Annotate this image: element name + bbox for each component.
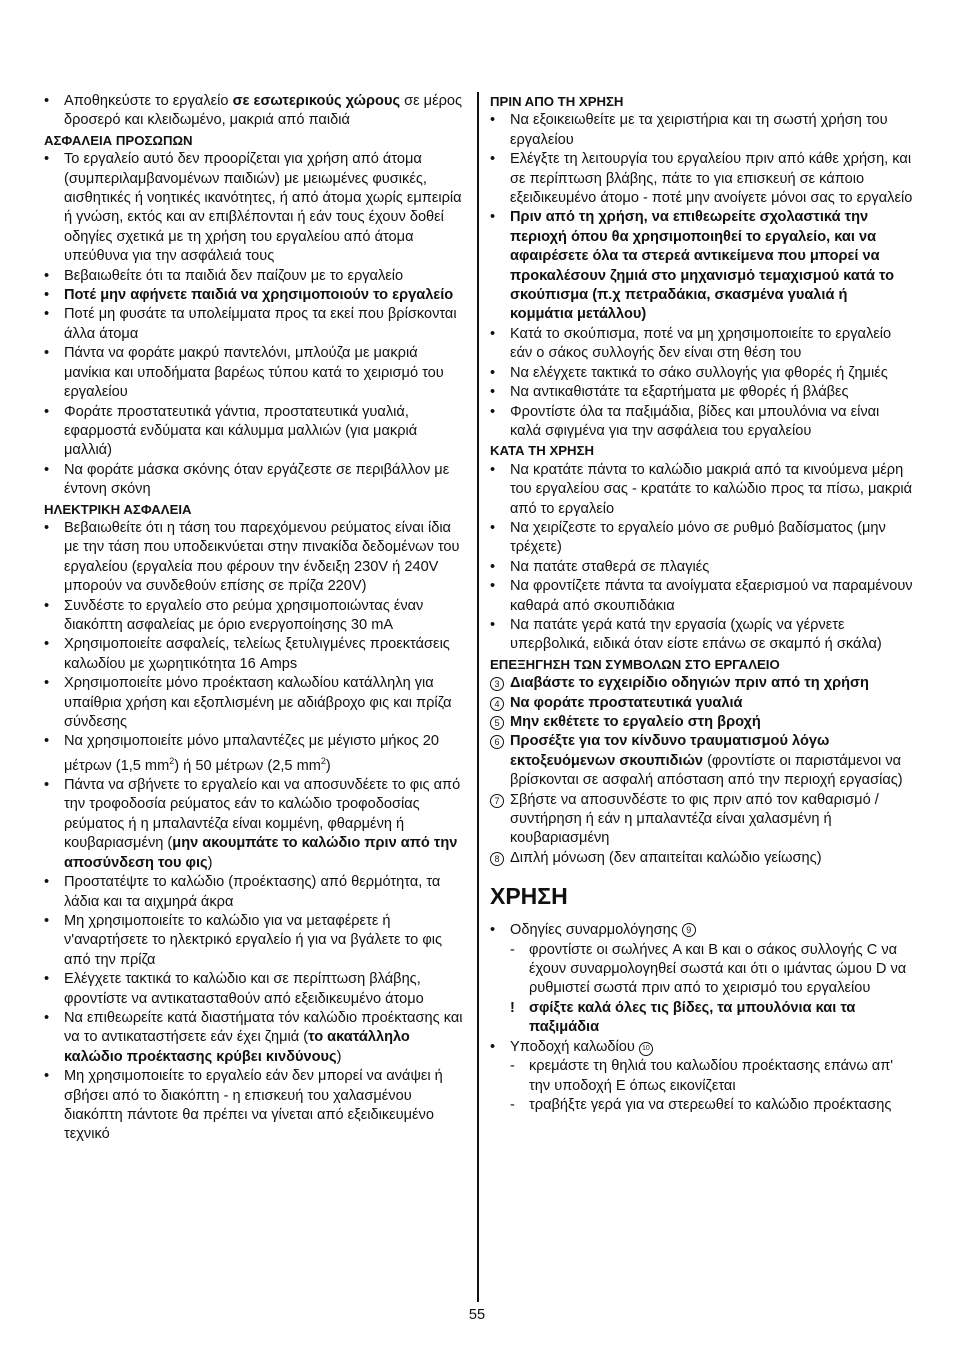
text-run: ) (336, 1048, 342, 1065)
bullet-item (44, 150, 468, 266)
text-run: Πάντα να σβήνετε το εργαλείο και να αποσυνδέετε το φις από την τροφοδοσία ρεύματος εάν το καλώδιο τροφοδοσίας ρεύματος ή η μπαλαντέζα είναι κομμένη, φθαρμένη ή κουβαριασμένη ( (64, 777, 461, 852)
text-run: Μη χρησιμοποιείτε το εργαλείο εάν δεν μπορεί να ανάψει ή σβήσει από το διακόπτη - η επισκευή του χαλασμένου διακόπτη πάντοτε θα πρέπει να γίνεται από εξειδικευμένο τεχνικό (64, 1068, 443, 1143)
bullet-item (44, 461, 468, 500)
text-run: Αποθηκεύστε το εργαλείο (64, 93, 233, 109)
bullet-icon: • (44, 151, 50, 168)
dash-marker: - (510, 1096, 515, 1113)
bullet-icon: • (490, 578, 496, 595)
bullet-item (44, 344, 468, 402)
bullet-icon: • (44, 519, 50, 536)
bold-text: Να φοράτε προστατευτικά γυαλιά (510, 694, 743, 711)
bullet-icon: • (490, 403, 496, 420)
text-run: ) (325, 757, 331, 774)
text-run: Να χειρίζεστε το εργαλείο μόνο σε ρυθμό βαδίσματος (μην τρέχετε) (510, 519, 886, 556)
bullet-item (44, 732, 468, 776)
text-run: Πάντα να φοράτε μακρύ παντελόνι, μπλούζα με μακριά μανίκια και υποδήματα βαρέως τύπου κατά το χειρισμό του εργαλείου (64, 345, 444, 401)
symbol-item (490, 713, 914, 732)
bullet-item (44, 635, 468, 674)
text-run: Να χρησιμοποιείτε μόνο μπαλαντέζες με μέγιστο μήκος 20 μέτρων (1,5 mm (64, 733, 440, 774)
sub-item (490, 1096, 914, 1115)
bullet-icon: • (490, 209, 496, 226)
bullet-icon: • (490, 325, 496, 342)
bullet-icon: • (490, 558, 496, 575)
symbol-item (490, 791, 914, 849)
text-run: Ελέγξτε τη λειτουργία του εργαλείου πριν από κάθε χρήση, και σε περίπτωση βλάβης, πάτε το για επισκευή σε κάποιο εξειδικευμένο άτομο - ποτέ μην ανοίγετε μόνοι σας το εργαλείο (510, 151, 913, 207)
bullet-icon: • (44, 461, 50, 478)
bullet-icon: • (44, 597, 50, 614)
text-run: Βεβαιωθείτε ότι η τάση του παρεχόμενου ρεύματος είναι ίδια με την τάση που υποδεικνύεται στην πινακίδα δεδομένων του εργαλείου (εργαλεία που φέρουν την ένδειξη 230V ή 240V μπορούν να συνδεθούν επίσης σε πρίζα 220V) (64, 519, 460, 595)
bullet-item (490, 616, 914, 655)
bold-text: μην ακουμπάτε το καλώδιο πριν από την αποσύνδεση του φις (64, 835, 458, 871)
text-run: Υποδοχή καλωδίου (510, 1038, 639, 1055)
symbol-item (490, 674, 914, 693)
bullet-icon: • (490, 1038, 496, 1055)
text-run: Προστατέψτε το καλώδιο (προέκτασης) από θερμότητα, τα λάδια και τα αιχμηρά άκρα (64, 874, 441, 910)
text-run: Ποτέ μη φυσάτε τα υπολείμματα προς τα εκεί που βρίσκονται άλλα άτομα (64, 306, 457, 342)
bullet-item (490, 364, 914, 383)
bullet-item (44, 674, 468, 732)
bullet-item (44, 286, 468, 305)
symbol-item (490, 849, 914, 868)
right-column (490, 92, 914, 1115)
text-run: Να πατάτε γερά κατά την εργασία (χωρίς να γέρνετε υπερβολικά, ειδικά όταν είστε επάνω σε σκαμπό ή σκάλα) (510, 616, 882, 653)
bullet-icon: • (44, 306, 50, 323)
superscript: 2 (169, 755, 175, 766)
bullet-item (490, 921, 914, 940)
bullet-item (490, 403, 914, 442)
bullet-item (490, 383, 914, 402)
bold-text: Προσέξτε για τον κίνδυνο τραυματισμού λόγω εκτοξευόμενων σκουπιδιών (510, 733, 830, 769)
bullet-icon: • (44, 267, 50, 284)
bullet-icon: • (490, 151, 496, 168)
sub-item (490, 1057, 914, 1096)
bullet-item (44, 912, 468, 970)
bold-text: σε εσωτερικούς χώρους (232, 93, 401, 109)
text-run: Οδηγίες συναρμολόγησης (510, 922, 682, 939)
bullet-item (490, 325, 914, 364)
bold-text: το ακατάλληλο καλώδιο προέκτασης κρύβει κινδύνους (64, 1029, 410, 1065)
bold-text: Διαβάστε το εγχειρίδιο οδηγιών πριν από τη χρήση (510, 675, 869, 692)
circled-number: 8 (490, 852, 504, 866)
bullet-icon: • (490, 616, 496, 633)
text-run: Σβήστε να αποσυνδέστε το φις πριν από τον καθαρισμό / συντήρηση ή εάν η μπαλαντέζα είναι χαλασμένη ή κουβαριασμένη (510, 791, 879, 847)
circled-number: 4 (490, 697, 504, 711)
exclamation-icon: ! (510, 999, 515, 1016)
bullet-icon: • (44, 636, 50, 653)
bullet-icon: • (44, 777, 50, 794)
text-run: ) (207, 854, 213, 871)
bullet-item (44, 776, 468, 873)
bullet-item (44, 1067, 468, 1145)
text-run: σε μέρος δροσερό και κλειδωμένο, μακριά από παιδιά (64, 93, 463, 129)
text-run: Να εξοικειωθείτε με τα χειριστήρια και τη σωστή χρήση του εργαλείου (510, 112, 888, 148)
bullet-icon: • (490, 384, 496, 401)
bullet-item (44, 970, 468, 1009)
bullet-item (44, 597, 468, 636)
bullet-item (490, 461, 914, 519)
bullet-icon: • (44, 1009, 50, 1026)
text-run: τραβήξτε γερά για να στερεωθεί το καλώδιο προέκτασης (529, 1096, 892, 1113)
text-run: Να φροντίζετε πάντα τα ανοίγματα εξαερισμού να παραμένουν καθαρά από σκουπιδάκια (510, 578, 913, 614)
figure-reference: 10 (639, 1042, 653, 1056)
bullet-item (44, 305, 468, 344)
bullet-icon: • (490, 922, 496, 939)
section-heading: ΕΠΕΞΗΓΗΣΗ ΤΩΝ ΣΥΜΒΟΛΩΝ ΣΤΟ ΕΡΓΑΛΕΙΟ (490, 656, 780, 672)
bullet-icon: • (44, 345, 50, 362)
warning-item (490, 999, 914, 1038)
bold-text: σφίξτε καλά όλες τις βίδες, τα μπουλόνια και τα παξιμάδια (529, 999, 856, 1036)
text-run: Το εργαλείο αυτό δεν προορίζεται για χρήση από άτομα (συμπεριλαμβανομένων παιδιών) με μειωμένες φυσικές, αισθητικές ή νοητικές ικανότητες, ή από άτομα χωρίς εμπειρία ή γνώση, εκτός και αν επιβλέπονται ή εάν τους έχουν δοθεί οδηγίες σχετικά με τη χρήση του εργαλείου από άτομα υπεύθυνα για την ασφάλειά τους (64, 151, 462, 265)
left-column (44, 92, 468, 1145)
bold-text: Πριν από τη χρήση, να επιθεωρείτε σχολαστικά την περιοχή όπου θα χρησιμοποιηθεί το εργαλείο, και να αφαιρέσετε όλα τα στερεά αντικείμενα που μπορεί να προκαλέσουν ζημιά στο μηχανισμό τεμαχισμού κατά το σκούπισμα (π.χ πετραδάκια, σκασμένα γυαλιά ή κομμάτια μετάλλου) (510, 209, 895, 323)
page-number: 55 (468, 1307, 486, 1323)
bullet-item (490, 208, 914, 324)
bullet-icon: • (44, 675, 50, 692)
section-heading: ΠΡΙΝ ΑΠΟ ΤΗ ΧΡΗΣΗ (490, 94, 624, 109)
circled-number: 3 (490, 677, 504, 691)
text-run: Χρησιμοποιείτε ασφαλείς, τελείως ξετυλιγμένες προεκτάσεις καλωδίου με χωρητικότητα 16 Amps (64, 636, 450, 672)
bullet-icon: • (44, 287, 50, 304)
text-run: Φοράτε προστατευτικά γάντια, προστατευτικά γυαλιά, εφαρμοστά ενδύματα και κάλυμμα μαλλιών (για μακριά μαλλιά) (64, 403, 418, 459)
text-run: κρεμάστε τη θηλιά του καλωδίου προέκτασης επάνω απ' την υποδοχή E όπως εικονίζεται (529, 1058, 894, 1094)
bullet-icon: • (490, 519, 496, 536)
text-run: Να φοράτε μάσκα σκόνης όταν εργάζεστε σε περιβάλλον με έντονη σκόνη (64, 461, 450, 498)
bullet-item (44, 873, 468, 912)
column-divider (477, 92, 479, 1302)
text-run: Χρησιμοποιείτε μόνο προέκταση καλωδίου κατάλληλη για υπαίθρια χρήση και εξοπλισμένη με αδιάβροχο φις και πρίζα σύνδεσης (64, 675, 452, 730)
circled-number: 7 (490, 794, 504, 808)
bullet-item (490, 577, 914, 616)
bullet-icon: • (44, 403, 50, 420)
bullet-icon: • (44, 733, 50, 750)
bullet-icon: • (44, 912, 50, 929)
text-run: Μη χρησιμοποιείτε το καλώδιο για να μεταφέρετε ή ν'αναρτήσετε το ηλεκτρικό εργαλείο ή για να βγάλετε το φις από την πρίζα (64, 912, 443, 968)
superscript: 2 (320, 755, 326, 766)
text-run: Κατά το σκούπισμα, ποτέ να μη χρησιμοποιείτε το εργαλείο εάν ο σάκος συλλογής δεν είναι στη θέση του (510, 325, 892, 362)
circled-number: 6 (490, 735, 504, 749)
bullet-item (44, 1009, 468, 1067)
bullet-item (490, 519, 914, 558)
bullet-icon: • (44, 1068, 50, 1085)
bullet-item (490, 111, 914, 150)
text-run: φροντίστε οι σωλήνες A και B και ο σάκος συλλογής C να έχουν συναρμολογηθεί σωστά και ότι ο ιμάντας ώμου D να ρυθμιστεί σωστά πριν από το χειρισμό του εργαλείου (529, 941, 907, 997)
section-heading: ΗΛΕΚΤΡΙΚΗ ΑΣΦΑΛΕΙΑ (44, 501, 192, 517)
text-run: Συνδέστε το εργαλείο στο ρεύμα χρησιμοποιώντας έναν διακόπτη ασφαλείας με όριο ενεργοποίησης 30 mA (64, 597, 424, 633)
text-run: Να ελέγχετε τακτικά το σάκο συλλογής για φθορές ή ζημιές (510, 364, 888, 381)
dash-marker: - (510, 1058, 515, 1075)
chapter-title: ΧΡΗΣΗ (490, 883, 568, 910)
bold-text: Μην εκθέτετε το εργαλείο στη βροχή (510, 714, 761, 730)
text-run: Φροντίστε όλα τα παξιμάδια, βίδες και μπουλόνια να είναι καλά σφιγμένα για την ασφάλεια του εργαλείου (510, 403, 880, 439)
text-run: Ελέγχετε τακτικά το καλώδιο και σε περίπτωση βλάβης, φροντίστε να αντικατασταθούν από εξειδικευμένο άτομο (64, 971, 424, 1007)
text-run: Να αντικαθιστάτε τα εξαρτήματα με φθορές ή βλάβες (510, 384, 849, 401)
bullet-item (44, 92, 468, 131)
bullet-icon: • (44, 971, 50, 988)
bullet-item (490, 1038, 914, 1057)
bullet-icon: • (490, 461, 496, 478)
symbol-item (490, 732, 914, 790)
circled-number: 5 (490, 716, 504, 730)
sub-item (490, 941, 914, 999)
bullet-icon: • (490, 112, 496, 129)
text-run: (φροντίστε οι παριστάμενοι να βρίσκονται σε ασφαλή απόσταση από την περιοχή εργασίας) (510, 752, 903, 789)
text-run: Να επιθεωρείτε κατά διαστήματα τόν καλώδιο προέκτασης και να το αντικαταστήσετε εάν έχει ζημιά ( (64, 1009, 463, 1046)
symbol-item (490, 694, 914, 713)
section-heading: ΑΣΦΑΛΕΙΑ ΠΡΟΣΩΠΩΝ (44, 132, 193, 148)
text-run: ) ή 50 μέτρων (2,5 mm (174, 757, 321, 774)
bullet-item (490, 150, 914, 208)
bullet-item (490, 558, 914, 577)
bullet-item (44, 403, 468, 461)
text-run: Να πατάτε σταθερά σε πλαγιές (510, 558, 710, 575)
bold-text: Ποτέ μην αφήνετε παιδιά να χρησιμοποιούν το εργαλείο (64, 287, 454, 304)
section-heading: ΚΑΤΑ ΤΗ ΧΡΗΣΗ (490, 443, 595, 459)
bullet-item (44, 519, 468, 597)
bullet-icon: • (44, 93, 50, 109)
bullet-item (44, 267, 468, 286)
figure-reference: 9 (682, 923, 696, 937)
bullet-icon: • (44, 874, 50, 891)
text-run: Να κρατάτε πάντα το καλώδιο μακριά από τα κινούμενα μέρη του εργαλείου σας - κρατάτε το καλώδιο προς τα πίσω, μακριά από το εργαλείο (510, 461, 913, 517)
bullet-icon: • (490, 364, 496, 381)
text-run: Βεβαιωθείτε ότι τα παιδιά δεν παίζουν με το εργαλείο (64, 267, 404, 284)
dash-marker: - (510, 941, 515, 958)
text-run: Διπλή μόνωση (δεν απαιτείται καλώδιο γείωσης) (510, 849, 822, 866)
